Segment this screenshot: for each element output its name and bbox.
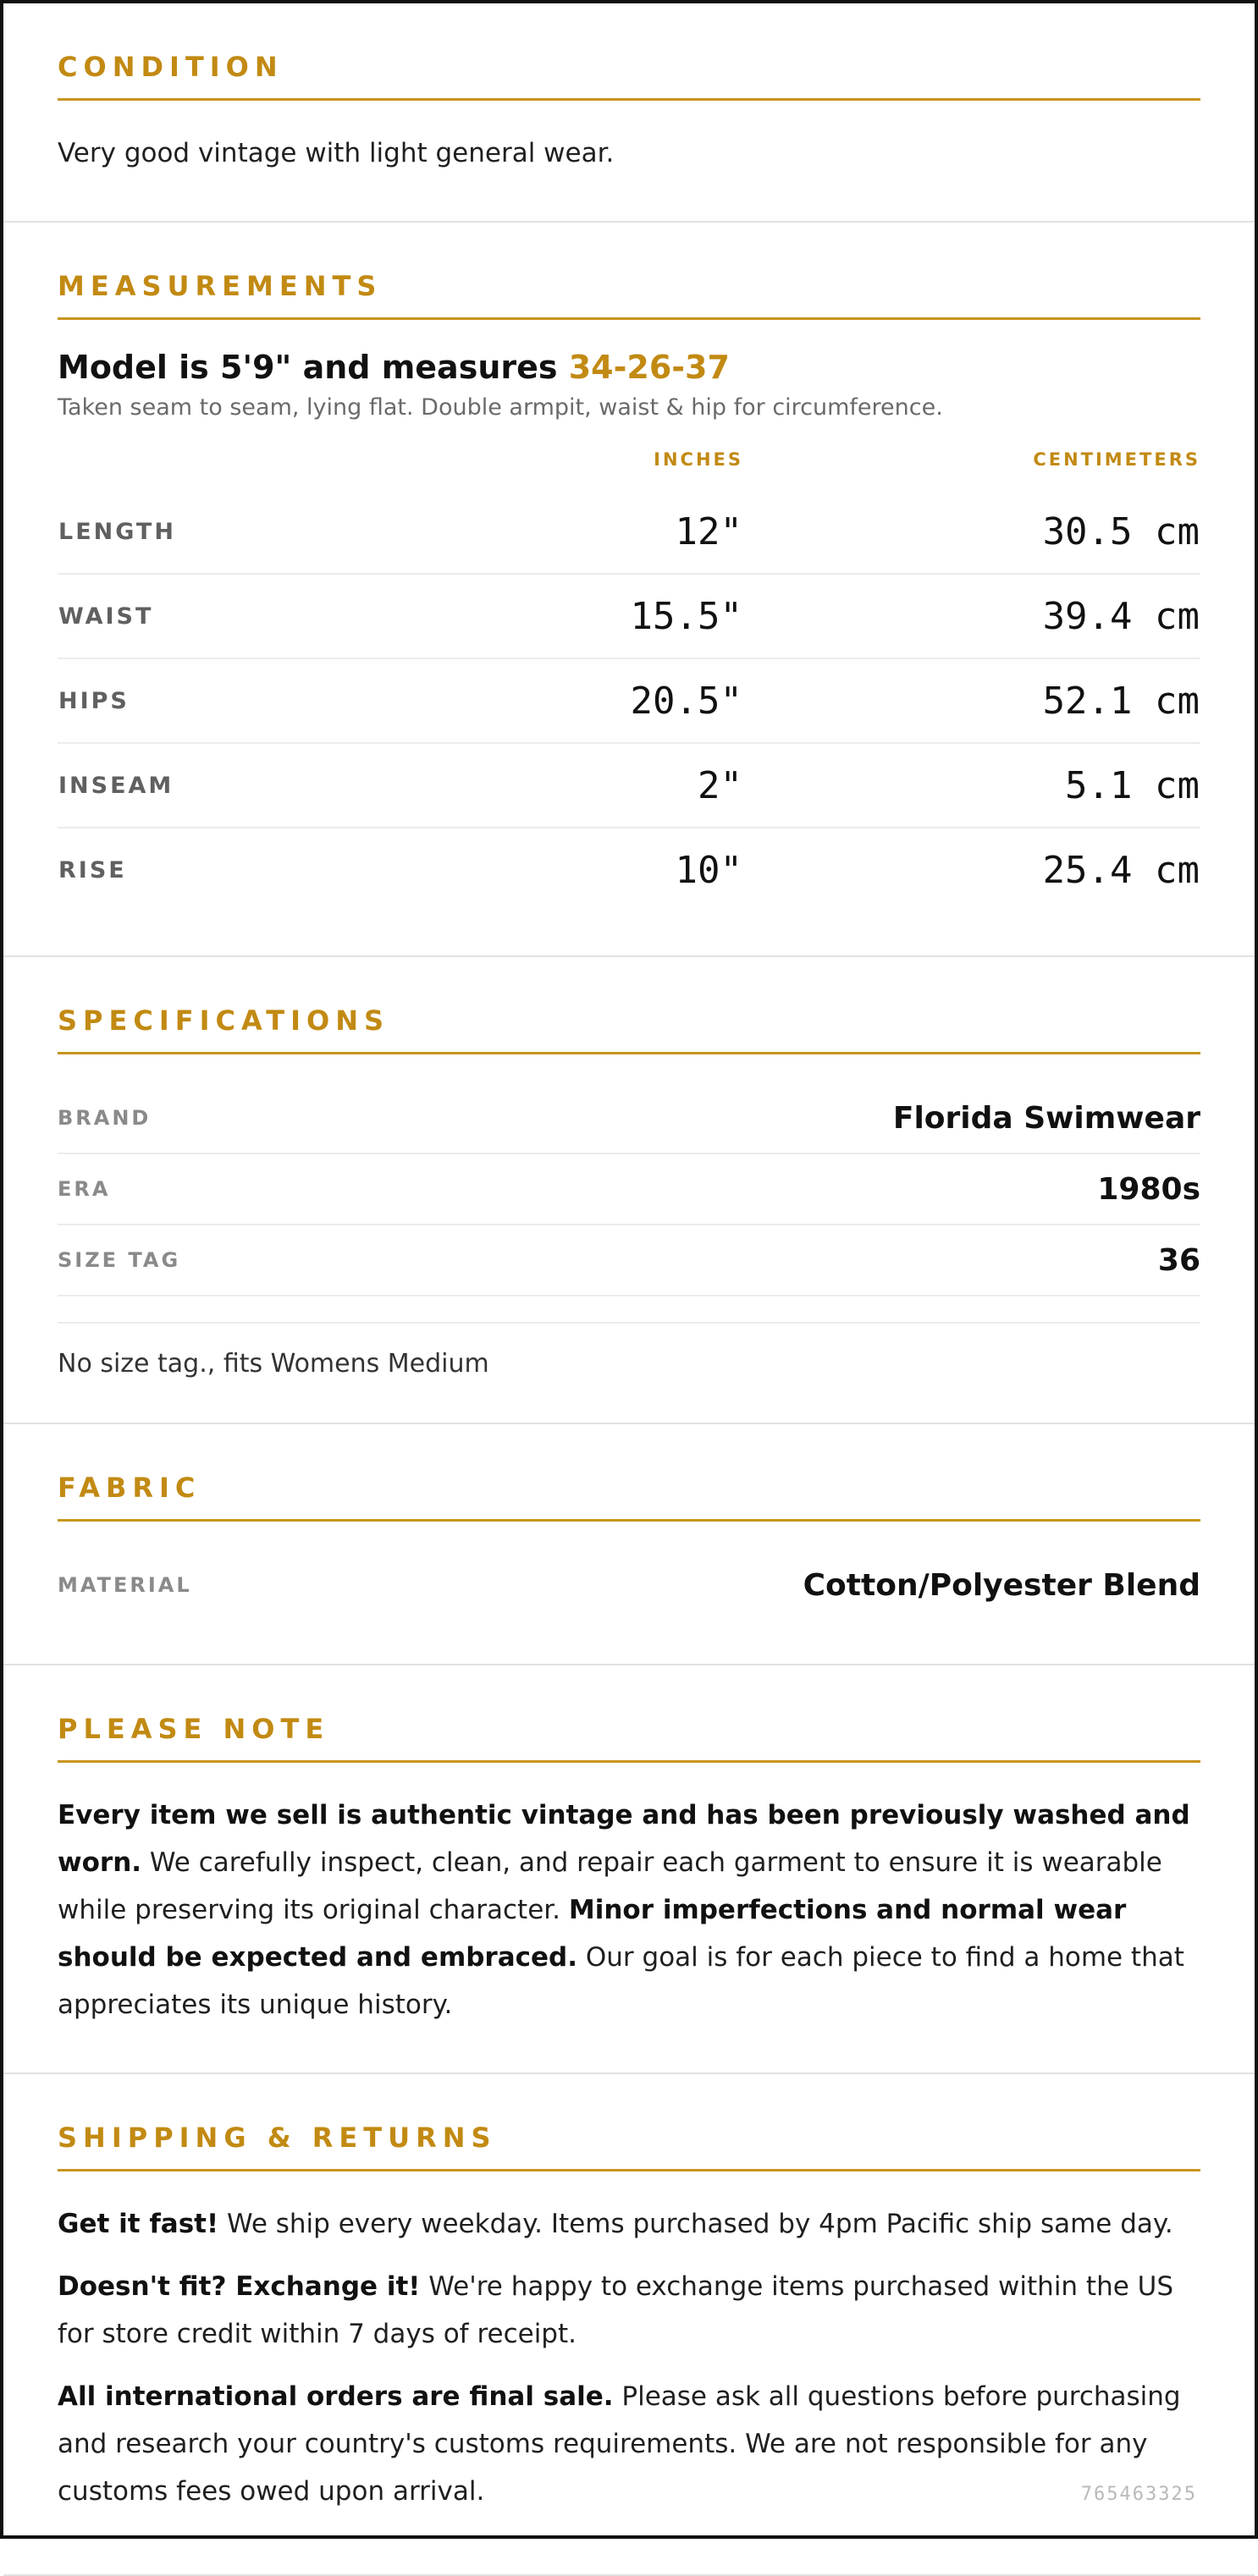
note-text-2: Our goal is for each piece to find a home that appreciates its unique history. <box>58 1942 1184 2020</box>
measurements-heading: MEASUREMENTS <box>58 270 1200 320</box>
table-row <box>58 743 1200 828</box>
please-note-heading: PLEASE NOTE <box>58 1713 1200 1763</box>
please-note-text <box>58 1792 1200 2028</box>
shipping-bold-3: All international orders are final sale. <box>58 2381 614 2412</box>
shipping-paragraph-1 <box>58 2200 1200 2248</box>
condition-text: Very good vintage with light general wear. <box>58 138 615 168</box>
table-row <box>58 490 1200 574</box>
centimeters-header: CENTIMETERS <box>1033 449 1200 470</box>
measurements-table <box>58 444 1200 911</box>
model-measurements-line <box>58 349 1200 386</box>
measurement-cm: 52.1 cm <box>743 658 1200 743</box>
measurement-inches: 20.5" <box>515 658 743 743</box>
shipping-heading: SHIPPING & RETURNS <box>58 2122 1200 2171</box>
measurement-label: LENGTH <box>58 490 515 574</box>
specifications-section <box>3 957 1255 1424</box>
measurement-label: WAIST <box>58 574 515 658</box>
shipping-text-3: Please ask all questions before purchasing and research your country's customs requirements. We are not responsible for any customs fees owed upon arrival. <box>58 2381 1181 2507</box>
spec-row-brand <box>58 1083 1200 1154</box>
model-prefix: Model is 5'9" and measures <box>58 349 569 386</box>
measurement-inches: 15.5" <box>515 574 743 658</box>
inches-header: INCHES <box>654 449 743 470</box>
size-note: No size tag., fits Womens Medium <box>58 1322 1200 1379</box>
shipping-text-2: We're happy to exchange items purchased within the US for store credit within 7 days of receipt. <box>58 2271 1174 2349</box>
measurement-label: INSEAM <box>58 743 515 828</box>
measurement-inches: 2" <box>515 743 743 828</box>
measurement-inches: 10" <box>675 848 742 892</box>
spec-row-size-tag <box>58 1225 1200 1296</box>
shipping-bold-2: Doesn't fit? Exchange it! <box>58 2271 421 2302</box>
spec-row-material <box>58 1550 1200 1620</box>
measurement-cm: 25.4 cm <box>1042 848 1200 892</box>
shipping-paragraph-2 <box>58 2263 1200 2358</box>
fabric-heading: FABRIC <box>58 1472 1200 1522</box>
shipping-bold-1: Get it fast! <box>58 2209 219 2239</box>
please-note-section <box>3 1665 1255 2074</box>
note-bold-2: Minor imperfections and normal wear should be expected and embraced. <box>58 1895 1127 1973</box>
spec-value: 36 <box>1157 1242 1200 1278</box>
shipping-paragraph-3 <box>58 2373 1200 2515</box>
condition-heading: CONDITION <box>58 51 1200 101</box>
shipping-section <box>3 2074 1255 2576</box>
measurements-section <box>3 223 1255 957</box>
spec-value: 1980s <box>1097 1171 1200 1207</box>
spec-label: ERA <box>58 1177 111 1201</box>
table-row <box>58 574 1200 658</box>
spec-label: BRAND <box>58 1106 152 1130</box>
model-measures: 34-26-37 <box>568 349 730 386</box>
measurements-subtitle: Taken seam to seam, lying flat. Double armpit, waist & hip for circumference. <box>58 394 943 421</box>
measurement-cm: 30.5 cm <box>743 490 1200 574</box>
spec-row-era <box>58 1154 1200 1225</box>
product-id: 765463325 <box>1080 2484 1197 2505</box>
spec-value: Cotton/Polyester Blend <box>803 1567 1200 1603</box>
measurement-cm: 5.1 cm <box>743 743 1200 828</box>
spec-label: SIZE TAG <box>58 1248 181 1272</box>
table-row <box>58 828 1200 911</box>
table-row <box>58 658 1200 743</box>
note-text-1: We carefully inspect, clean, and repair each garment to ensure it is wearable while preserving its original character. <box>58 1847 1162 1925</box>
note-bold-1: Every item we sell is authentic vintage and has been previously washed and worn. <box>58 1800 1190 1878</box>
measurement-label: RISE <box>58 856 127 883</box>
measurement-cm: 39.4 cm <box>743 574 1200 658</box>
spec-value: Florida Swimwear <box>892 1100 1200 1136</box>
shipping-text-1: We ship every weekday. Items purchased by 4pm Pacific ship same day. <box>218 2209 1173 2239</box>
measurements-label-header <box>58 444 515 490</box>
measurement-label: HIPS <box>58 658 515 743</box>
spec-label: MATERIAL <box>58 1573 192 1597</box>
fabric-section <box>3 1424 1255 1665</box>
measurement-inches: 12" <box>515 490 743 574</box>
condition-section <box>3 3 1255 223</box>
specifications-heading: SPECIFICATIONS <box>58 1005 1200 1054</box>
